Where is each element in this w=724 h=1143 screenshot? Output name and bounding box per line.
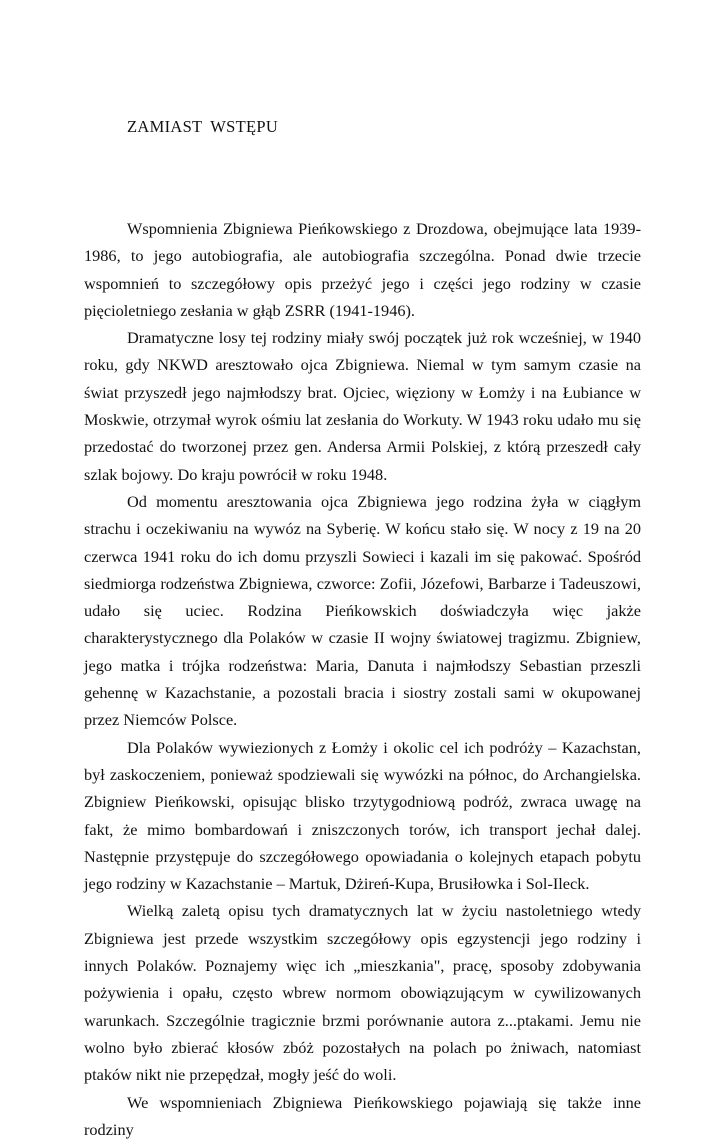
paragraph-2: Dramatyczne losy tej rodziny miały swój początek już rok wcześniej, w 1940 roku, gdy NKWD aresztowało ojca Zbigniewa. Niemal w tym samym czasie na świat przyszedł jego najmłodszy brat. Ojciec, więziony w Łomży i na Łubiance w Moskwie, otrzymał wyrok ośmiu lat zesłania do Workuty. W 1943 roku udało mu się przedostać do tworzonej przez gen. Andersa Armii Polskiej, z którą przeszedł cały szlak bojowy. Do kraju powrócił w roku 1948. — [84, 324, 641, 488]
paragraph-6: We wspomnieniach Zbigniewa Pieńkowskiego pojawiają się także inne rodziny — [84, 1089, 641, 1143]
body-text — [84, 215, 641, 1143]
paragraph-1: Wspomnienia Zbigniewa Pieńkowskiego z Drozdowa, obejmujące lata 1939-1986, to jego autobiografia, ale autobiografia szczególna. Ponad dwie trzecie wspomnień to szczegółowy opis przeżyć jego i części jego rodziny w czasie pięcioletniego zesłania w głąb ZSRR (1941-1946). — [84, 215, 641, 324]
page-heading: ZAMIAST WSTĘPU — [127, 117, 278, 137]
paragraph-5: Wielką zaletą opisu tych dramatycznych lat w życiu nastoletniego wtedy Zbigniewa jest przede wszystkim szczegółowy opis egzystencji jego rodziny i innych Polaków. Poznajemy więc ich „mieszkania", pracę, sposoby zdobywania pożywienia i opału, często wbrew normom obowiązującym w cywilizowanych warunkach. Szczególnie tragicznie brzmi porównanie autora z...ptakami. Jemu nie wolno było zbierać kłosów zbóż pozostałych na polach po żniwach, natomiast ptaków nikt nie przepędzał, mogły jeść do woli. — [84, 897, 641, 1088]
paragraph-4: Dla Polaków wywiezionych z Łomży i okolic cel ich podróży – Kazachstan, był zaskoczeniem, ponieważ spodziewali się wywózki na północ, do Archangielska. Zbigniew Pieńkowski, opisując blisko trzytygodniową podróż, zwraca uwagę na fakt, że mimo bombardowań i zniszczonych torów, ich transport jechał dalej. Następnie przystępuje do szczegółowego opowiadania o kolejnych etapach pobytu jego rodziny w Kazachstanie – Martuk, Dżireń-Kupa, Brusiłowka i Sol-Ileck. — [84, 734, 641, 898]
paragraph-3: Od momentu aresztowania ojca Zbigniewa jego rodzina żyła w ciągłym strachu i oczekiwaniu na wywóz na Syberię. W końcu stało się. W nocy z 19 na 20 czerwca 1941 roku do ich domu przyszli Sowieci i kazali im się pakować. Spośród siedmiorga rodzeństwa Zbigniewa, czworce: Zofii, Józefowi, Barbarze i Tadeuszowi, udało się uciec. Rodzina Pieńkowskich doświadczyła więc jakże charakterystycznego dla Polaków w czasie II wojny światowej tragizmu. Zbigniew, jego matka i trójka rodzeństwa: Maria, Danuta i najmłodszy Sebastian przeszli gehennę w Kazachstanie, a pozostali bracia i siostry zostali sami w okupowanej przez Niemców Polsce. — [84, 488, 641, 734]
